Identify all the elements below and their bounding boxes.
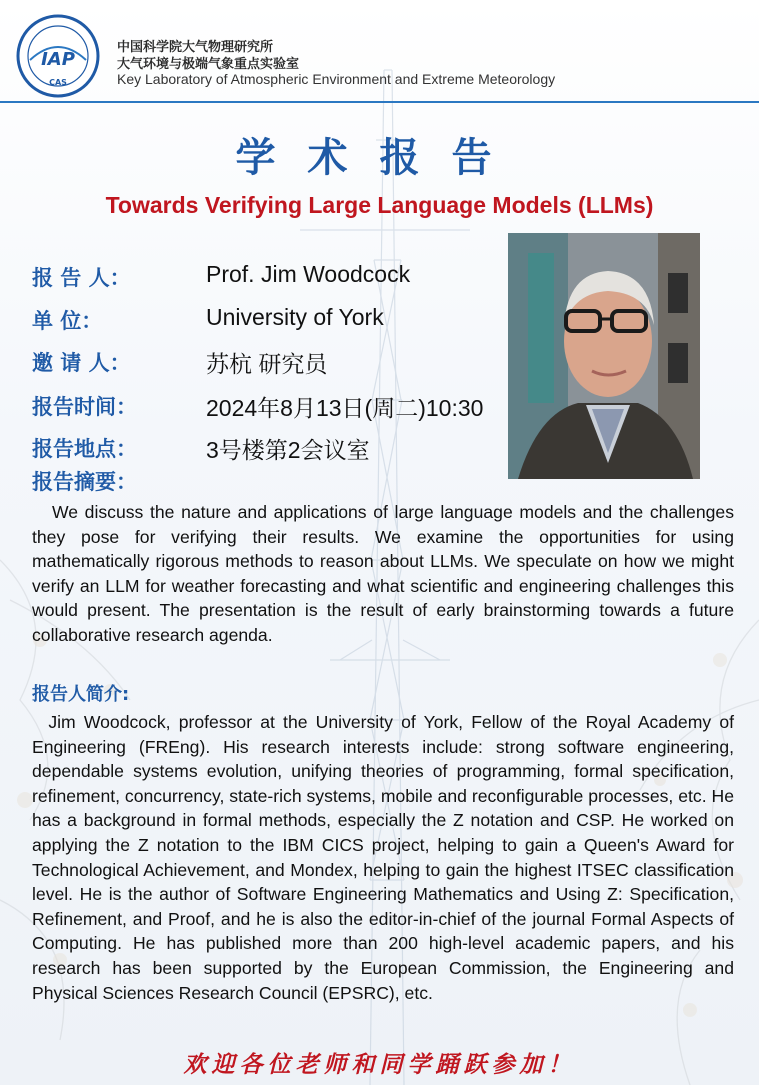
logo-text: IAP	[41, 49, 75, 70]
institute-name: 中国科学院大气物理研究所	[117, 40, 274, 55]
speaker-name: Prof. Jim Woodcock	[206, 261, 411, 287]
place-value: 3号楼第2会议室	[206, 437, 370, 463]
logo-subtext: CAS	[49, 78, 67, 87]
abstract-label: 报告摘要：	[32, 470, 137, 494]
place-label: 报告地点：	[32, 437, 137, 461]
abstract-text: We discuss the nature and applications of large language models and the challenges they pose for verifying their results. We examine the opportunities for using mathematically rigorous methods to reason about LLMs. We speculate on how we might verify an LLM for weather forecasting and what scientific and engineering challenges this would present. The presentation is the result of early brainstorming towards a future collaborative research agenda.	[32, 502, 734, 645]
unit-label: 单 位：	[32, 309, 103, 333]
time-label: 报告时间：	[32, 395, 137, 419]
bio-label: 报告人简介:	[32, 684, 130, 705]
title-cn: 学术报告	[235, 134, 524, 181]
inviter-value: 苏杭 研究员	[206, 351, 328, 377]
lab-name-en: Key Laboratory of Atmospheric Environment and Extreme Meteorology	[117, 71, 556, 87]
lab-name-cn: 大气环境与极端气象重点实验室	[117, 57, 300, 72]
header	[0, 0, 759, 104]
talk-title: Towards Verifying Large Language Models (LLMs)	[105, 192, 654, 218]
unit-value: University of York	[206, 304, 384, 330]
speaker-label: 报 告 人：	[32, 266, 131, 290]
bio-text: Jim Woodcock, professor at the University of York, Fellow of the Royal Academy of Engineering (FREng). His research interests include: strong software engineering, dependable systems evolution, unifying theories of programming, formal specification, refinement, concurrency, state-rich systems, mobile and reconfigurable processes, etc. He has a background in formal methods, especially the Z notation and CSP. He worked on applying the Z notation to the IBM CICS project, helping to gain a Queen's Award for Technological Achievement, and Mondex, helping to gain the highest ITSEC classification level. He is the author of Software Engineering Mathematics and Using Z: Specification, Refinement, and Proof, and he is also the editor-in-chief of the journal Formal Aspects of Computing. He has published more than 200 high-level academic papers, and his research has been supported by the European Commission, the Engineering and Physical Sciences Research Council (EPSRC), etc.	[32, 712, 734, 1003]
time-value: 2024年8月13日(周二)10:30	[206, 395, 484, 421]
footer-invitation: 欢迎各位老师和同学踊跃参加！	[183, 1051, 576, 1078]
header-divider	[0, 101, 759, 103]
iap-logo	[16, 14, 100, 98]
speaker-photo	[508, 233, 700, 479]
inviter-label: 邀 请 人：	[32, 351, 131, 375]
